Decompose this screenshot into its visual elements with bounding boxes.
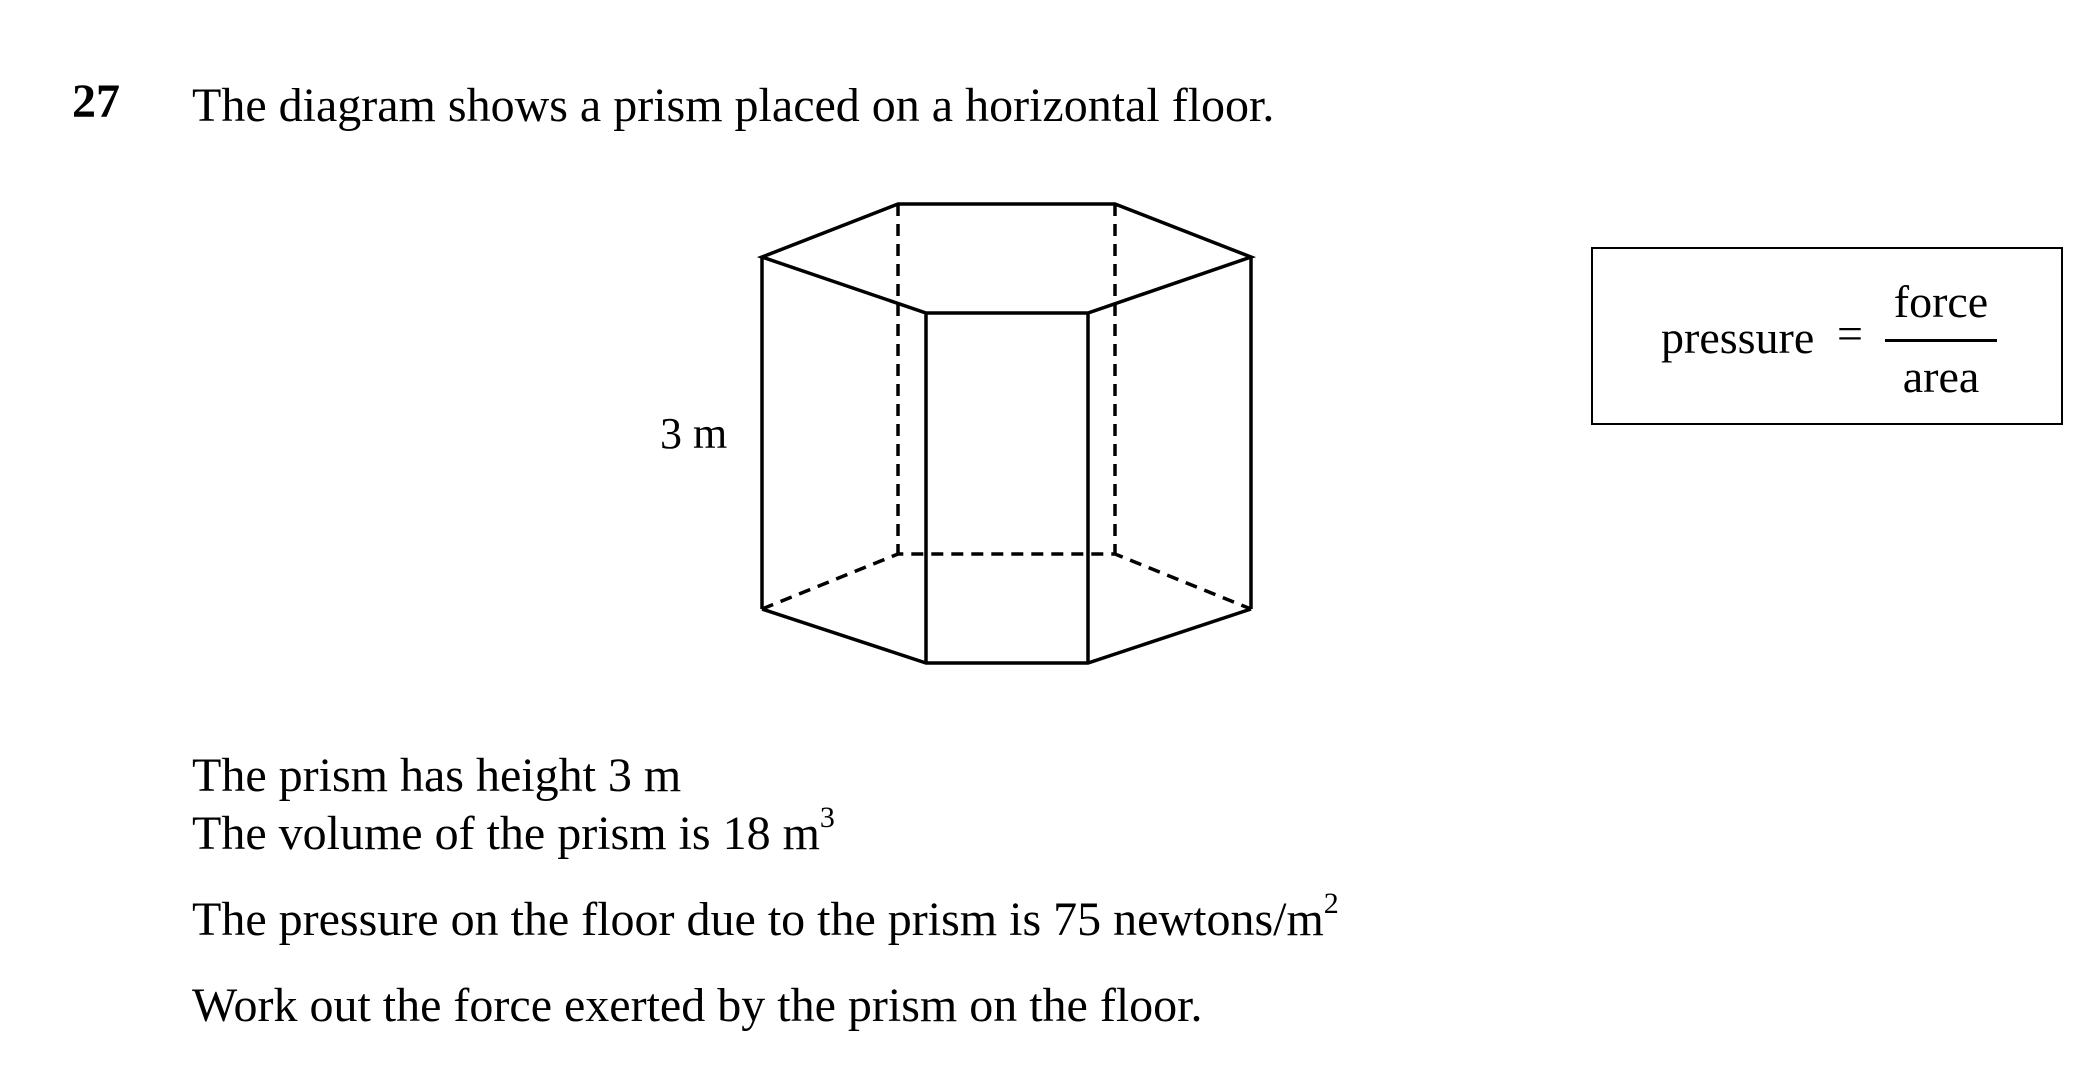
task-instruction: Work out the force exerted by the prism on the floor. <box>192 979 1203 1032</box>
formula-box <box>1591 247 2063 425</box>
prism-top-face <box>762 204 1251 313</box>
formula-fraction <box>1885 276 1997 402</box>
fraction-bar <box>1885 339 1997 342</box>
height-dimension-label: 3 m <box>660 409 728 458</box>
question-number: 27 <box>72 75 120 128</box>
formula-denominator: area <box>1902 351 1980 402</box>
prism-bottom-front-edges <box>762 609 1251 663</box>
formula-lhs: pressure <box>1661 312 1815 363</box>
statement-volume <box>192 801 835 860</box>
question-text: The diagram shows a prism placed on a horizontal floor. <box>192 79 1275 132</box>
statement-pressure-exponent: 2 <box>1323 887 1339 920</box>
formula-equals: = <box>1837 308 1863 359</box>
statement-volume-exponent: 3 <box>819 801 835 834</box>
statement-pressure <box>192 887 1339 946</box>
prism-hidden-bottom-edges <box>762 554 1251 609</box>
statement-volume-text: The volume of the prism is 18 m <box>192 807 820 860</box>
statement-pressure-text: The pressure on the floor due to the prism is 75 newtons/m <box>192 893 1324 946</box>
statement-height: The prism has height 3 m <box>192 749 682 802</box>
formula-numerator: force <box>1893 276 1989 327</box>
